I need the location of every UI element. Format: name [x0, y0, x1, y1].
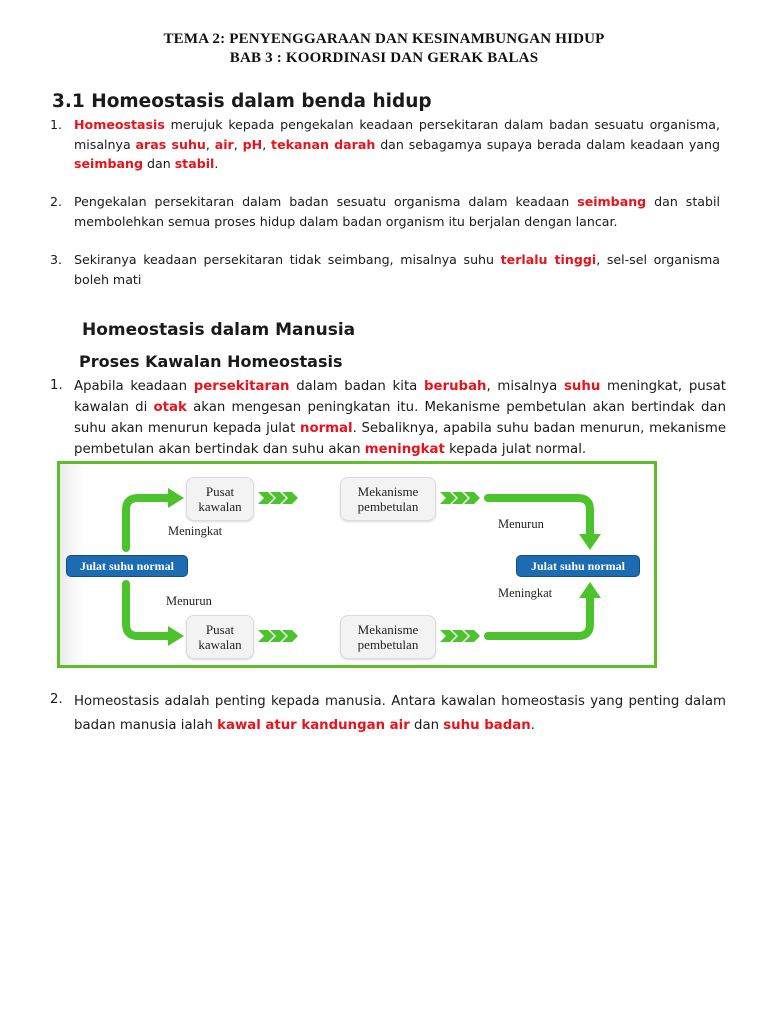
highlighted-term: aras suhu [135, 136, 206, 152]
left-down-arrow-line [126, 584, 170, 636]
text-run: dan sebagamya supaya berada dalam keadaan yang [375, 136, 720, 152]
highlighted-term: kawal atur kandungan air [217, 718, 410, 733]
corrective-mechanism-box-top [340, 477, 436, 521]
bottom-chevrons-1 [258, 630, 298, 642]
top-chevrons-2 [440, 492, 480, 504]
item-text [74, 376, 726, 460]
bottom-chevrons-2 [440, 630, 480, 642]
highlighted-term: normal [300, 421, 353, 436]
box-line: Mekanisme [357, 484, 419, 499]
normal-range-right: Julat suhu normal [516, 555, 640, 577]
label-decrease-right: Menurun [498, 517, 544, 531]
text-run: , misalnya [486, 379, 564, 394]
item-number: 3. [50, 252, 63, 267]
label-increase-right: Meningkat [498, 586, 553, 600]
text-run: Sekiranya keadaan persekitaran tidak seimbang, misalnya suhu [74, 252, 501, 267]
highlighted-term: pH [242, 136, 263, 152]
highlighted-term: Homeostasis [74, 117, 165, 132]
box-line: pembetulan [357, 499, 419, 514]
highlighted-term: seimbang [74, 156, 143, 171]
box-line: Mekanisme [357, 622, 419, 637]
text-run: dan [142, 156, 175, 171]
text-run: , [233, 136, 243, 152]
text-run: , [205, 136, 215, 152]
item-text [74, 690, 726, 738]
highlighted-term: air [214, 136, 234, 152]
highlighted-term: meningkat [364, 442, 445, 457]
text-run: dan [409, 718, 444, 733]
box-line: Pusat [205, 622, 235, 637]
top-chevrons-1 [258, 492, 298, 504]
control-center-box-bottom [186, 615, 254, 659]
item-number: 2. [50, 194, 63, 209]
text-run: . [530, 718, 535, 733]
label-increase-left: Meningkat [168, 524, 223, 538]
text-run: Pengekalan persekitaran dalam badan sesuatu organisma dalam keadaan [74, 194, 578, 209]
text-run: merujuk kepada pengekalan keadaan persekitaran dalam badan sesuatu organisma, misalnya [74, 117, 720, 152]
chapter-title: BAB 3 : KOORDINASI DAN GERAK BALAS [229, 50, 539, 66]
right-down-arrowhead [579, 534, 601, 550]
subsection-heading: Homeostasis dalam Manusia [82, 320, 356, 340]
left-up-arrow-line [126, 498, 170, 548]
right-up-arrowhead [579, 582, 601, 598]
highlighted-term: otak [153, 400, 187, 415]
text-run: , [262, 136, 272, 152]
control-center-box-top [186, 477, 254, 521]
text-run: Homeostasis adalah penting kepada manusia. Antara kawalan homeostasis yang penting dalam badan manusia ialah [74, 694, 726, 733]
item-text [74, 115, 720, 174]
text-run: dan stabil membolehkan semua proses hidup dalam badan organism itu berjalan dengan lancar. [74, 194, 720, 229]
text-run: Apabila keadaan [74, 379, 194, 394]
left-down-arrowhead [168, 626, 184, 646]
homeostasis-diagram [57, 461, 657, 668]
box-line: pembetulan [357, 637, 419, 652]
box-line: kawalan [198, 499, 242, 514]
text-run: meningkat, pusat kawalan di [74, 379, 726, 415]
text-run: . Sebaliknya, apabila suhu badan menurun, mekanisme pembetulan akan bertindak dan suhu akan [74, 421, 726, 457]
item-text [74, 250, 720, 289]
corrective-mechanism-box-bottom [340, 615, 436, 659]
highlighted-term: seimbang [577, 194, 647, 209]
highlighted-term: tekanan darah [271, 136, 376, 152]
text-run: akan mengesan peningkatan itu. Mekanisme pembetulan akan bertindak dan suhu akan menurun kepada julat [74, 400, 727, 436]
highlighted-term: persekitaran [193, 379, 290, 394]
item-number: 2. [50, 692, 63, 707]
box-line: kawalan [198, 637, 242, 652]
highlighted-term: stabil [174, 156, 215, 171]
section-heading: 3.1 Homeostasis dalam benda hidup [52, 91, 432, 112]
subsection-subheading: Proses Kawalan Homeostasis [79, 352, 343, 371]
text-run: . [214, 156, 219, 171]
label-decrease-left: Menurun [166, 594, 212, 608]
item-number: 1. [50, 378, 63, 393]
text-run: dalam badan kita [289, 379, 424, 394]
highlighted-term: berubah [423, 379, 487, 394]
theme-title: TEMA 2: PENYENGGARAAN DAN KESINAMBUNGAN HIDUP [163, 31, 605, 47]
left-up-arrowhead [168, 488, 184, 508]
text-run: kepada julat normal. [444, 442, 587, 457]
box-line: Pusat [205, 484, 235, 499]
highlighted-term: suhu [563, 379, 601, 394]
item-number: 1. [50, 117, 63, 132]
right-up-arrow-line [488, 596, 590, 636]
highlighted-term: suhu badan [443, 718, 531, 733]
text-run: , sel-sel organisma boleh mati [74, 252, 721, 287]
normal-range-left: Julat suhu normal [66, 555, 188, 577]
item-text [74, 192, 720, 231]
highlighted-term: terlalu tinggi [500, 252, 597, 267]
